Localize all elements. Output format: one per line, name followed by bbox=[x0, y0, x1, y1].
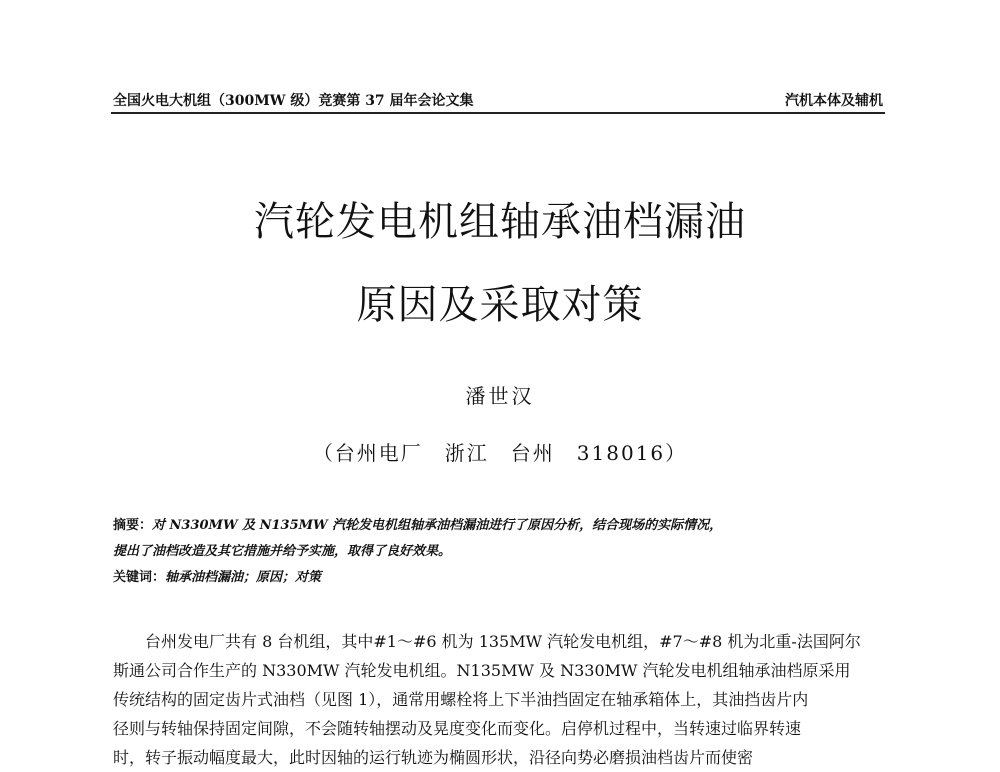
paper-title-line-2: 原因及采取对策 bbox=[356, 282, 644, 328]
keywords-label: 关键词： bbox=[113, 570, 166, 585]
abstract-section bbox=[113, 513, 893, 591]
body-line-5: 时，转子振动幅度最大，此时因轴的运行轨迹为椭圆形状，沿径向势必磨损油档齿片而使密 bbox=[113, 748, 754, 767]
author-name: 潘世汉 bbox=[465, 384, 535, 408]
abstract-label: 摘要： bbox=[113, 518, 153, 533]
body-line-2: 斯通公司合作生产的 N330MW 汽轮发电机组。N135MW 及 N330MW 汽轮发电机组轴承油档原采用 bbox=[113, 661, 851, 680]
abstract-text-1: 对 N330MW 及 N135MW 汽轮发电机组轴承油档漏油进行了原因分析，结合现场的实际情况， bbox=[152, 518, 723, 533]
keywords-text: 轴承油档漏油；原因；对策 bbox=[165, 570, 322, 585]
abstract-line-1 bbox=[113, 513, 893, 539]
running-header-right: 汽机本体及辅机 bbox=[785, 93, 883, 109]
abstract-text-2: 提出了油档改造及其它措施并给予实施，取得了良好效果。 bbox=[113, 544, 452, 559]
running-header-left: 全国火电大机组（300MW 级）竞赛第 37 届年会论文集 bbox=[113, 93, 474, 109]
running-header bbox=[113, 90, 883, 114]
body-line-3: 传统结构的固定齿片式油档（见图 1），通常用螺栓将上下半油挡固定在轴承箱体上，其油挡齿片内 bbox=[113, 690, 809, 709]
body-line-4: 径则与转轴保持固定间隙，不会随转轴摆动及晃度变化而变化。启停机过程中，当转速过临界转速 bbox=[113, 719, 802, 738]
keywords-line bbox=[113, 565, 893, 591]
author-affiliation: （台州电厂 浙江 台州 318016） bbox=[312, 441, 688, 465]
abstract-line-2 bbox=[113, 539, 893, 565]
paper-title-line-1: 汽轮发电机组轴承油档漏油 bbox=[254, 199, 746, 245]
body-line-1: 台州发电厂共有 8 台机组，其中#1～#6 机为 135MW 汽轮发电机组，#7～#8 机为北重-法国阿尔 bbox=[145, 632, 861, 651]
header-rule bbox=[111, 112, 885, 114]
body-paragraph bbox=[113, 627, 885, 772]
